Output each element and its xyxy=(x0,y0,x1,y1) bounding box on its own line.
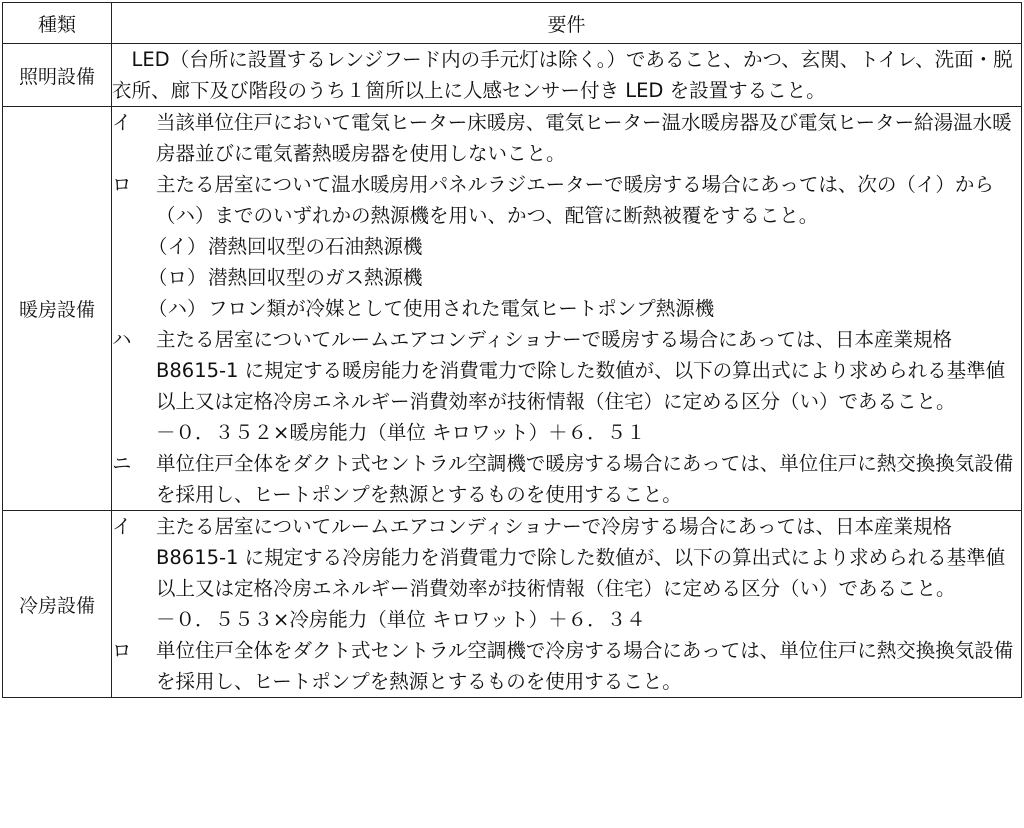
kind-lighting: 照明設備 xyxy=(3,44,112,107)
requirement-lighting xyxy=(112,44,1022,107)
subitem-mark: （ロ） xyxy=(148,266,207,289)
item-text: 単位住戸全体をダクト式セントラル空調機で暖房する場合にあっては、単位住戸に熱交換換気設備を採用し、ヒートポンプを熱源とするものを使用すること。 xyxy=(156,452,1014,506)
cooling-formula: －０．５５３×冷房能力（単位 キロワット）＋６．３４ xyxy=(156,608,646,631)
item-text: 主たる居室についてルームエアコンディショナーで暖房する場合にあっては、日本産業規格 B8615-1 に規定する暖房能力を消費電力で除した数値が、以下の算出式により求められる基準値以上又は定格冷房エネルギー消費効率が技術情報（住宅）に定める区分（い）であること。 xyxy=(156,328,1006,413)
heating-item-ni xyxy=(112,448,1021,510)
heating-subitem-3 xyxy=(112,293,1021,324)
item-text: 主たる居室について温水暖房用パネルラジエーターで暖房する場合にあっては、次の（イ）から（ハ）までのいずれかの熱源機を用い、かつ、配管に断熱被覆をすること。 xyxy=(156,173,994,227)
header-kind: 種類 xyxy=(3,3,112,44)
row-heating xyxy=(3,107,1022,511)
item-text: 当該単位住戸において電気ヒーター床暖房、電気ヒーター温水暖房器及び電気ヒーター給湯温水暖房器並びに電気蓄熱暖房器を使用しないこと。 xyxy=(156,111,1012,165)
item-mark: ニ xyxy=(112,452,132,475)
item-mark: ロ xyxy=(112,639,132,662)
item-mark: ハ xyxy=(112,328,132,351)
subitem-text: フロン類が冷媒として使用された電気ヒートポンプ熱源機 xyxy=(208,297,715,320)
item-mark: ロ xyxy=(112,173,132,196)
lighting-text: LED（台所に設置するレンジフード内の手元灯は除く。）であること、かつ、玄関、トイレ、洗面・脱衣所、廊下及び階段のうち１箇所以上に人感センサー付き LED を設置すること。 xyxy=(112,48,1013,102)
row-lighting xyxy=(3,44,1022,107)
requirement-heating xyxy=(112,107,1022,511)
subitem-mark: （イ） xyxy=(148,235,207,258)
header-row xyxy=(3,3,1022,44)
row-cooling xyxy=(3,511,1022,698)
heating-item-ha xyxy=(112,324,1021,417)
heating-item-ro xyxy=(112,169,1021,231)
item-mark: イ xyxy=(112,111,132,134)
item-text: 単位住戸全体をダクト式セントラル空調機で冷房する場合にあっては、単位住戸に熱交換換気設備を採用し、ヒートポンプを熱源とするものを使用すること。 xyxy=(156,639,1014,693)
cooling-item-ro xyxy=(112,635,1021,697)
heating-subitem-2 xyxy=(112,262,1021,293)
item-mark: イ xyxy=(112,515,132,538)
item-text: 主たる居室についてルームエアコンディショナーで冷房する場合にあっては、日本産業規格 B8615-1 に規定する冷房能力を消費電力で除した数値が、以下の算出式により求められる基準値以上又は定格冷房エネルギー消費効率が技術情報（住宅）に定める区分（い）であること。 xyxy=(156,515,1006,600)
requirement-cooling xyxy=(112,511,1022,698)
heating-item-i xyxy=(112,107,1021,169)
subitem-mark: （ハ） xyxy=(148,297,207,320)
header-requirement: 要件 xyxy=(112,3,1022,44)
kind-heating: 暖房設備 xyxy=(3,107,112,511)
cooling-item-i xyxy=(112,511,1021,604)
heating-formula: －０．３５２×暖房能力（単位 キロワット）＋６．５１ xyxy=(156,421,646,444)
subitem-text: 潜熱回収型のガス熱源機 xyxy=(208,266,423,289)
subitem-text: 潜熱回収型の石油熱源機 xyxy=(208,235,423,258)
heating-subitem-1 xyxy=(112,231,1021,262)
kind-cooling: 冷房設備 xyxy=(3,511,112,698)
requirements-table xyxy=(2,2,1022,698)
